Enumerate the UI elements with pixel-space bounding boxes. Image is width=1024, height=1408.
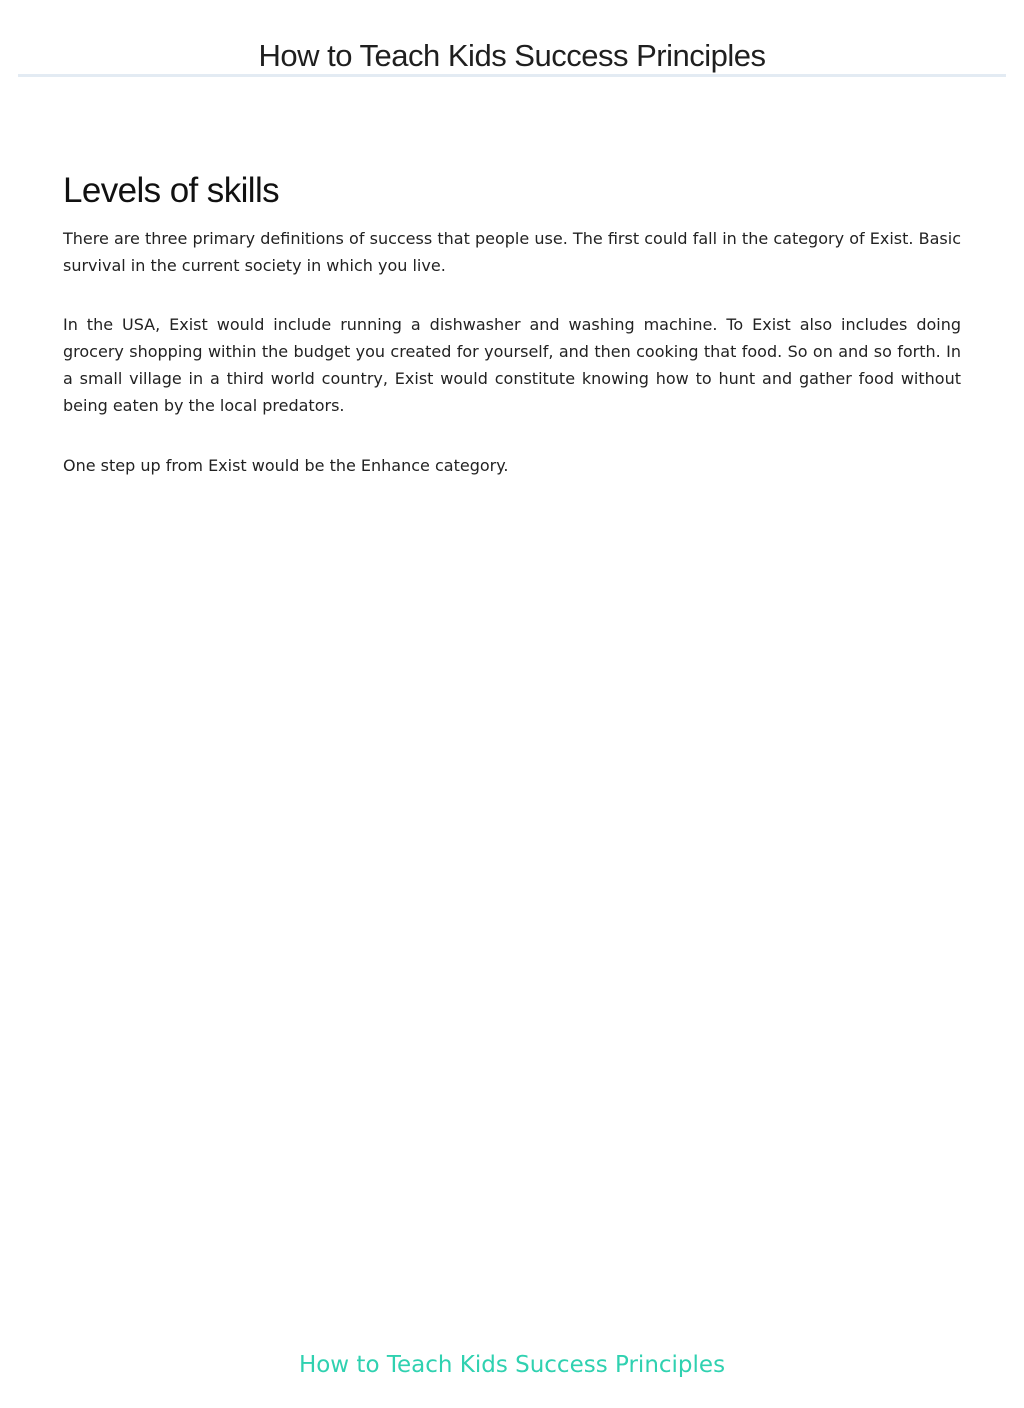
paragraph-intro: There are three primary definitions of success that people use. The first could fall in the category of Exist. Basic survival in the current society in which you live. (63, 229, 961, 275)
paragraph-enhance: One step up from Exist would be the Enhance category. (63, 456, 509, 475)
section-heading: Levels of skills (63, 171, 280, 210)
page-title: How to Teach Kids Success Principles (258, 38, 766, 73)
footer-title: How to Teach Kids Success Principles (298, 1352, 726, 1378)
paragraph-exist-examples: In the USA, Exist would include running a dishwasher and washing machine. To Exist also includes doing grocery shopping within the budget you created for yourself, and then cooking that food. So on and so forth. In a small village in a third world country, Exist would constitute knowing how to hunt and gather food without being eaten by the local predators. (63, 315, 961, 415)
page-header (18, 0, 1006, 77)
main-content (63, 168, 961, 479)
page-footer (0, 1350, 1024, 1380)
